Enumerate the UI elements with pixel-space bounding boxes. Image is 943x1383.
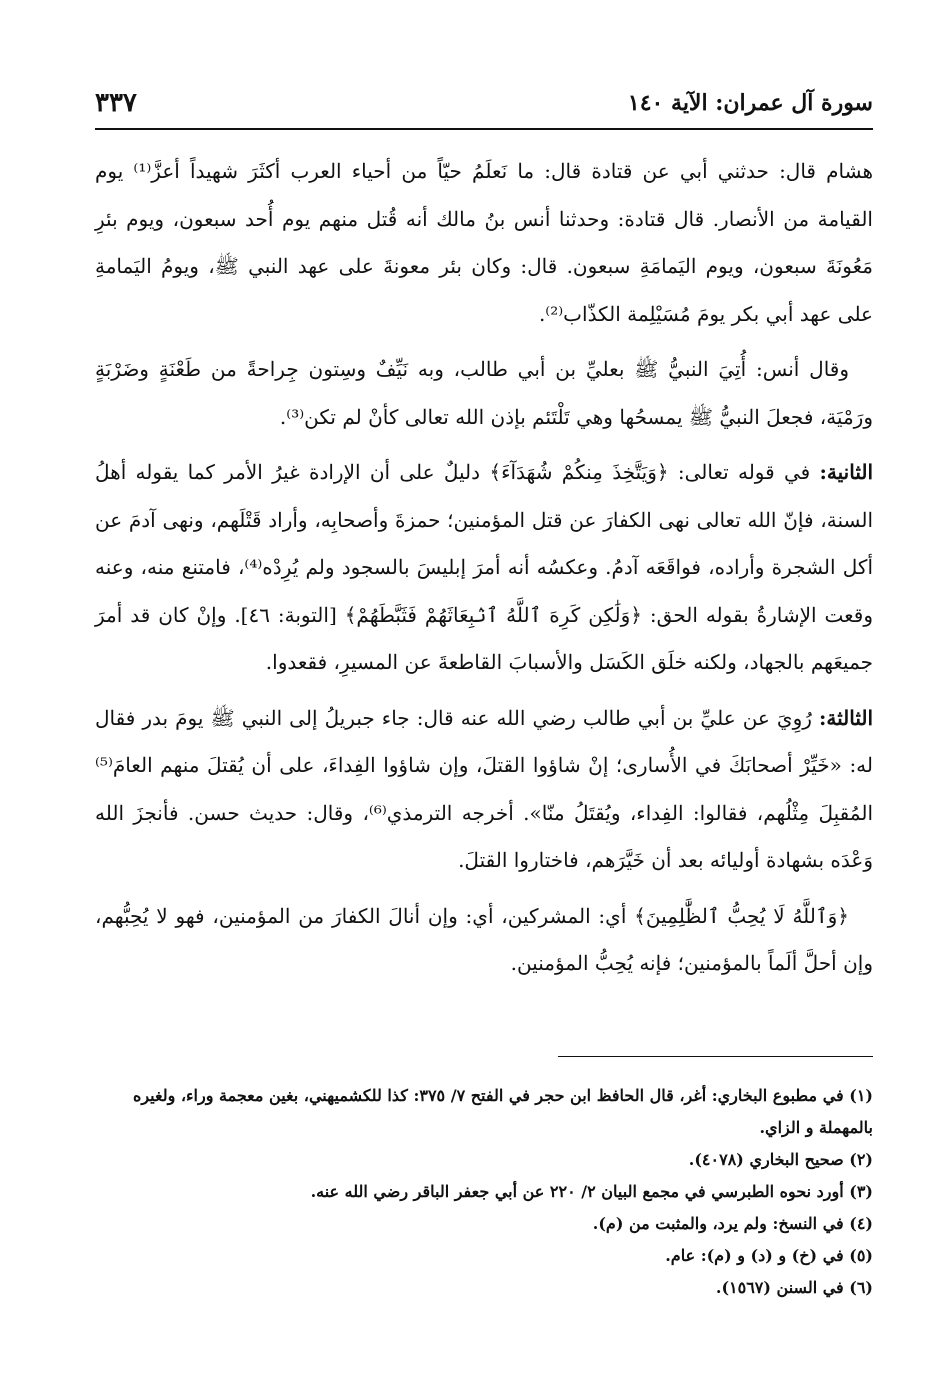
paragraph xyxy=(95,346,873,441)
section-lead: الثالثة: xyxy=(818,705,873,730)
paragraph-text: وقال أنس: أُتِيَ النبيُّ ﷺ بعليِّ بن أبي طالب، وبه نَيِّفٌ وسِتون جِراحةً من طَعْنَةٍ وضَرْبَةٍ ورَمْيَة، فجعلَ النبيُّ ﷺ يمسحُها وهي تَلْتَئم بإذن الله تعالى كأنْ لم تكن⁽³⁾. xyxy=(95,357,873,429)
paragraph-text: رُوِيَ عن عليِّ بن أبي طالب رضي الله عنه قال: جاء جبريلُ إلى النبي ﷺ يومَ بدر فقال له: «خَيِّرْ أصحابَكَ في الأُسارى؛ إنْ شاؤوا القتلَ، وإن شاؤوا الفِداءَ، على أن يُقتلَ منهم العامَ⁽⁵⁾ المُقبِلَ مِثْلُهم، فقالوا: الفِداء، ويُقتَلُ منّا». أخرجه الترمذي⁽⁶⁾، وقال: حديث حسن. فأنجزَ الله وَعْدَه بشهادة أوليائه بعد أن خَيَّرَهم، فاختاروا القتلَ. xyxy=(95,705,873,872)
footnotes xyxy=(95,1080,873,1304)
footnote: (٦) في السنن (١٥٦٧). xyxy=(715,1278,873,1297)
footnote: (٣) أورد نحوه الطبرسي في مجمع البيان ٢/ ٢٢٠ عن أبي جعفر الباقر رضي الله عنه. xyxy=(310,1182,873,1201)
paragraph-text: هشام قال: حدثني أبي عن قتادة قال: ما نَعلَمُ حيّاً من أحياء العرب أكثَرَ شهيداً أعزَّ⁽¹⁾ يوم القيامة من الأنصار. قال قتادة: وحدثنا أنس بنُ مالك أنه قُتل منهم يوم أُحد سبعون، ويوم بئرِ مَعُونَةَ سبعون، ويوم اليَمامَةِ سبعون. قال: وكان بئر معونةَ على عهد النبي ﷺ، ويومُ اليَمامةِ على عهد أبي بكر يومَ مُسَيْلِمة الكذّاب⁽²⁾. xyxy=(95,159,873,326)
main-text xyxy=(95,148,873,988)
paragraph xyxy=(95,695,873,885)
footnote: (٤) في النسخ: ولم يرد، والمثبت من (م). xyxy=(592,1214,873,1233)
footnote-separator xyxy=(558,1056,873,1057)
section-lead: الثانية: xyxy=(819,460,874,484)
page-header xyxy=(95,84,873,130)
footnote: (٥) في (خ) و (د) و (م): عام. xyxy=(665,1246,873,1265)
paragraph xyxy=(95,449,873,687)
footnote: (١) في مطبوع البخاري: أغر، قال الحافظ ابن حجر في الفتح ٧/ ٣٧٥: كذا للكشميهني، بغين معجمة وراء، ولغيره بالمهملة و الزاي. xyxy=(132,1086,873,1137)
surah-title: سورة آل عمران: الآية ١٤٠ xyxy=(627,90,873,116)
footnote: (٢) صحيح البخاري (٤٠٧٨). xyxy=(688,1150,873,1169)
page-number: ٣٣٧ xyxy=(95,88,137,118)
paragraph-text: ﴿وَٱللَّهُ لَا يُحِبُّ ٱلظَّٰلِمِينَ﴾ أي: المشركين، أي: وإن أنالَ الكفارَ من المؤمنين، فهو لا يُحِبُّهم، وإن أحلَّ ألَماً بالمؤمنين؛ فإنه يُحِبُّ المؤمنين. xyxy=(95,903,873,975)
paragraph xyxy=(95,148,873,338)
paragraph-text: في قوله تعالى: ﴿وَيَتَّخِذَ مِنكُمْ شُهَدَآءَ﴾ دليلٌ على أن الإرادة غيرُ الأمر كما يقوله أهلُ السنة، فإنّ الله تعالى نهى الكفارَ عن قتل المؤمنين؛ حمزةَ وأصحابِه، وأراد قَتْلَهم، ونهى آدمَ عن أكل الشجرة وأراده، فواقَعَه آدمُ. وعكسُه أنه أمرَ إبليسَ بالسجود ولم يُرِدْه⁽⁴⁾، فامتنع منه، وعنه وقعت الإشارةُ بقوله الحق: ﴿وَلَٰكِن كَرِهَ ٱللَّهُ ٱنۢبِعَاثَهُمْ فَثَبَّطَهُمْ﴾ [التوبة: ٤٦]. وإنْ كان قد أمرَ جميعَهم بالجهاد، ولكنه خلَق الكَسَل والأسبابَ القاطعةَ عن المسيرِ، فقعدوا. xyxy=(95,460,874,674)
paragraph xyxy=(95,893,873,988)
